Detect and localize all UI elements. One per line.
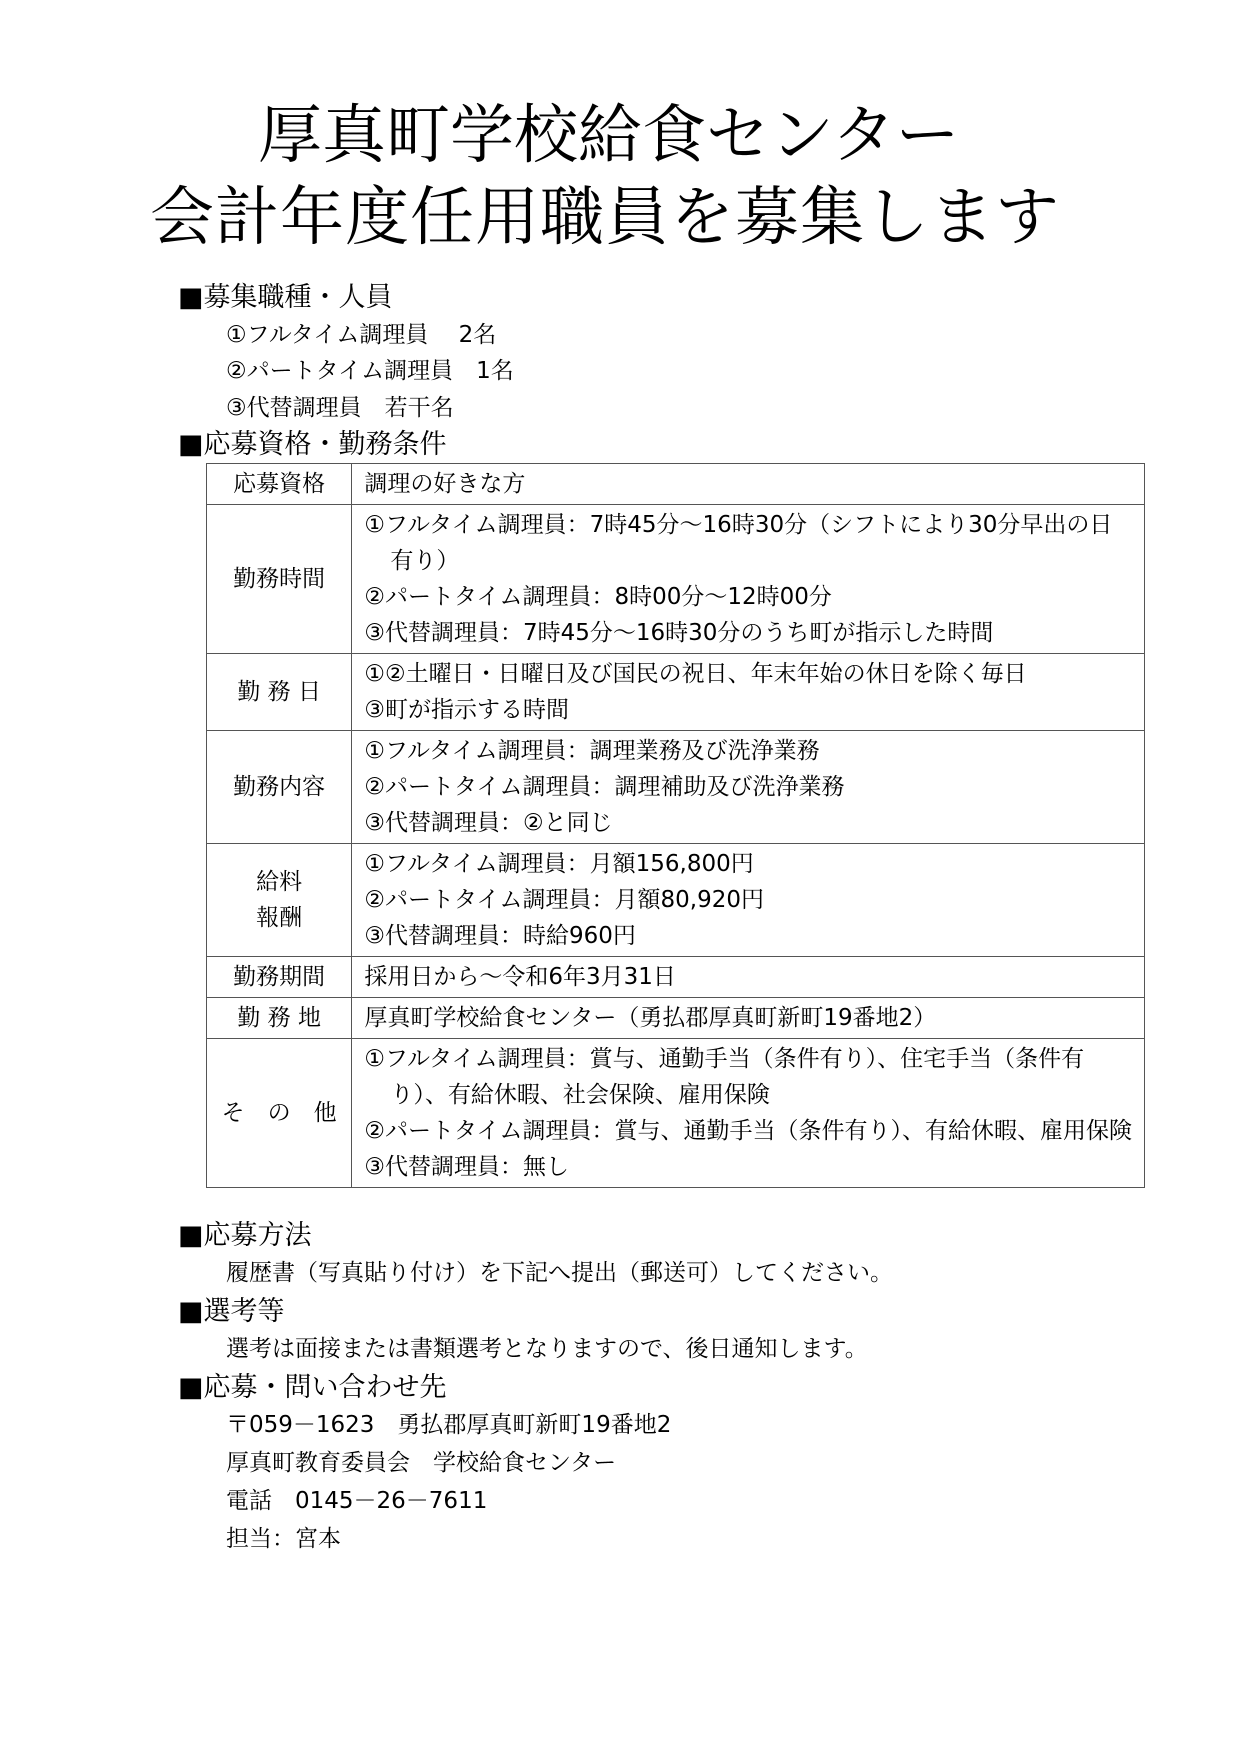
value-line: ③代替調理員：7時45分～16時30分のうち町が指示した時間 <box>364 620 994 646</box>
row-label-hours: 勤務時間 <box>207 505 352 654</box>
row-value-workdays <box>352 654 1145 731</box>
row-label-duties: 勤務内容 <box>207 731 352 844</box>
contact-heading: ■応募・問い合わせ先 <box>178 1372 447 1403</box>
value-line: ②パートタイム調理員：月額80,920円 <box>364 887 764 913</box>
row-value-location <box>352 998 1145 1039</box>
value-line: ③代替調理員：無し <box>364 1154 569 1180</box>
value-line: ②パートタイム調理員：調理補助及び洗浄業務 <box>364 774 845 800</box>
table-row <box>207 957 1145 998</box>
conditions-heading: ■応募資格・勤務条件 <box>178 429 447 460</box>
contact-phone: 電話 0145－26－7611 <box>226 1488 488 1514</box>
recruit-item-fulltime: ①フルタイム調理員 2名 <box>226 322 497 348</box>
apply-heading: ■応募方法 <box>178 1220 312 1251</box>
recruit-item-substitute: ③代替調理員 若干名 <box>226 395 454 421</box>
row-label-workdays: 勤 務 日 <box>207 654 352 731</box>
value-line: 厚真町学校給食センター（勇払郡厚真町新町19番地2） <box>364 1005 937 1031</box>
label-line: 報酬 <box>256 905 303 931</box>
row-value-hours <box>352 505 1145 654</box>
value-line: ①フルタイム調理員：月額156,800円 <box>364 851 754 877</box>
contact-address: 〒059－1623 勇払郡厚真町新町19番地2 <box>226 1412 672 1438</box>
value-line: ③代替調理員：時給960円 <box>364 923 636 949</box>
value-line: ②パートタイム調理員：8時00分～12時00分 <box>364 584 832 610</box>
row-label-salary <box>207 844 352 957</box>
page-title-line1: 厚真町学校給食センター <box>258 99 960 173</box>
table-row <box>207 1039 1145 1188</box>
table-row <box>207 998 1145 1039</box>
table-row <box>207 464 1145 505</box>
table-row <box>207 654 1145 731</box>
value-line: ①フルタイム調理員：7時45分～16時30分（シフトにより30分早出の日有り） <box>364 512 1113 574</box>
value-line: ①②土曜日・日曜日及び国民の祝日、年末年始の休日を除く毎日 <box>364 661 1027 687</box>
value-line: ③町が指示する時間 <box>364 697 569 723</box>
selection-heading: ■選考等 <box>178 1296 285 1327</box>
table-row <box>207 731 1145 844</box>
contact-person: 担当：宮本 <box>226 1526 341 1552</box>
value-line: ①フルタイム調理員：調理業務及び洗浄業務 <box>364 738 820 764</box>
conditions-table <box>206 463 1145 1188</box>
value-line: 採用日から～令和6年3月31日 <box>364 964 676 990</box>
row-label-qualification: 応募資格 <box>207 464 352 505</box>
value-line: ③代替調理員：②と同じ <box>364 810 613 836</box>
value-line: 調理の好きな方 <box>364 471 526 497</box>
row-value-period <box>352 957 1145 998</box>
recruit-item-parttime: ②パートタイム調理員 1名 <box>226 358 514 384</box>
recruit-heading: ■募集職種・人員 <box>178 282 393 313</box>
row-label-location: 勤 務 地 <box>207 998 352 1039</box>
page-title-line2: 会計年度任用職員を募集します <box>150 181 1060 255</box>
row-label-period: 勤務期間 <box>207 957 352 998</box>
value-line: ②パートタイム調理員：賞与、通勤手当（条件有り）、有給休暇、雇用保険 <box>364 1118 1132 1144</box>
selection-text: 選考は面接または書類選考となりますので、後日通知します。 <box>226 1336 868 1362</box>
table-row <box>207 844 1145 957</box>
row-value-qualification <box>352 464 1145 505</box>
contact-org: 厚真町教育委員会 学校給食センター <box>226 1450 617 1476</box>
value-line: ①フルタイム調理員：賞与、通勤手当（条件有り）、住宅手当（条件有り）、有給休暇、社会保険、雇用保険 <box>364 1046 1085 1108</box>
row-value-salary <box>352 844 1145 957</box>
row-value-duties <box>352 731 1145 844</box>
row-value-other <box>352 1039 1145 1188</box>
table-row <box>207 505 1145 654</box>
label-line: 給料 <box>256 869 303 895</box>
apply-text: 履歴書（写真貼り付け）を下記へ提出（郵送可）してください。 <box>226 1260 893 1286</box>
row-label-other: そ の 他 <box>207 1039 352 1188</box>
